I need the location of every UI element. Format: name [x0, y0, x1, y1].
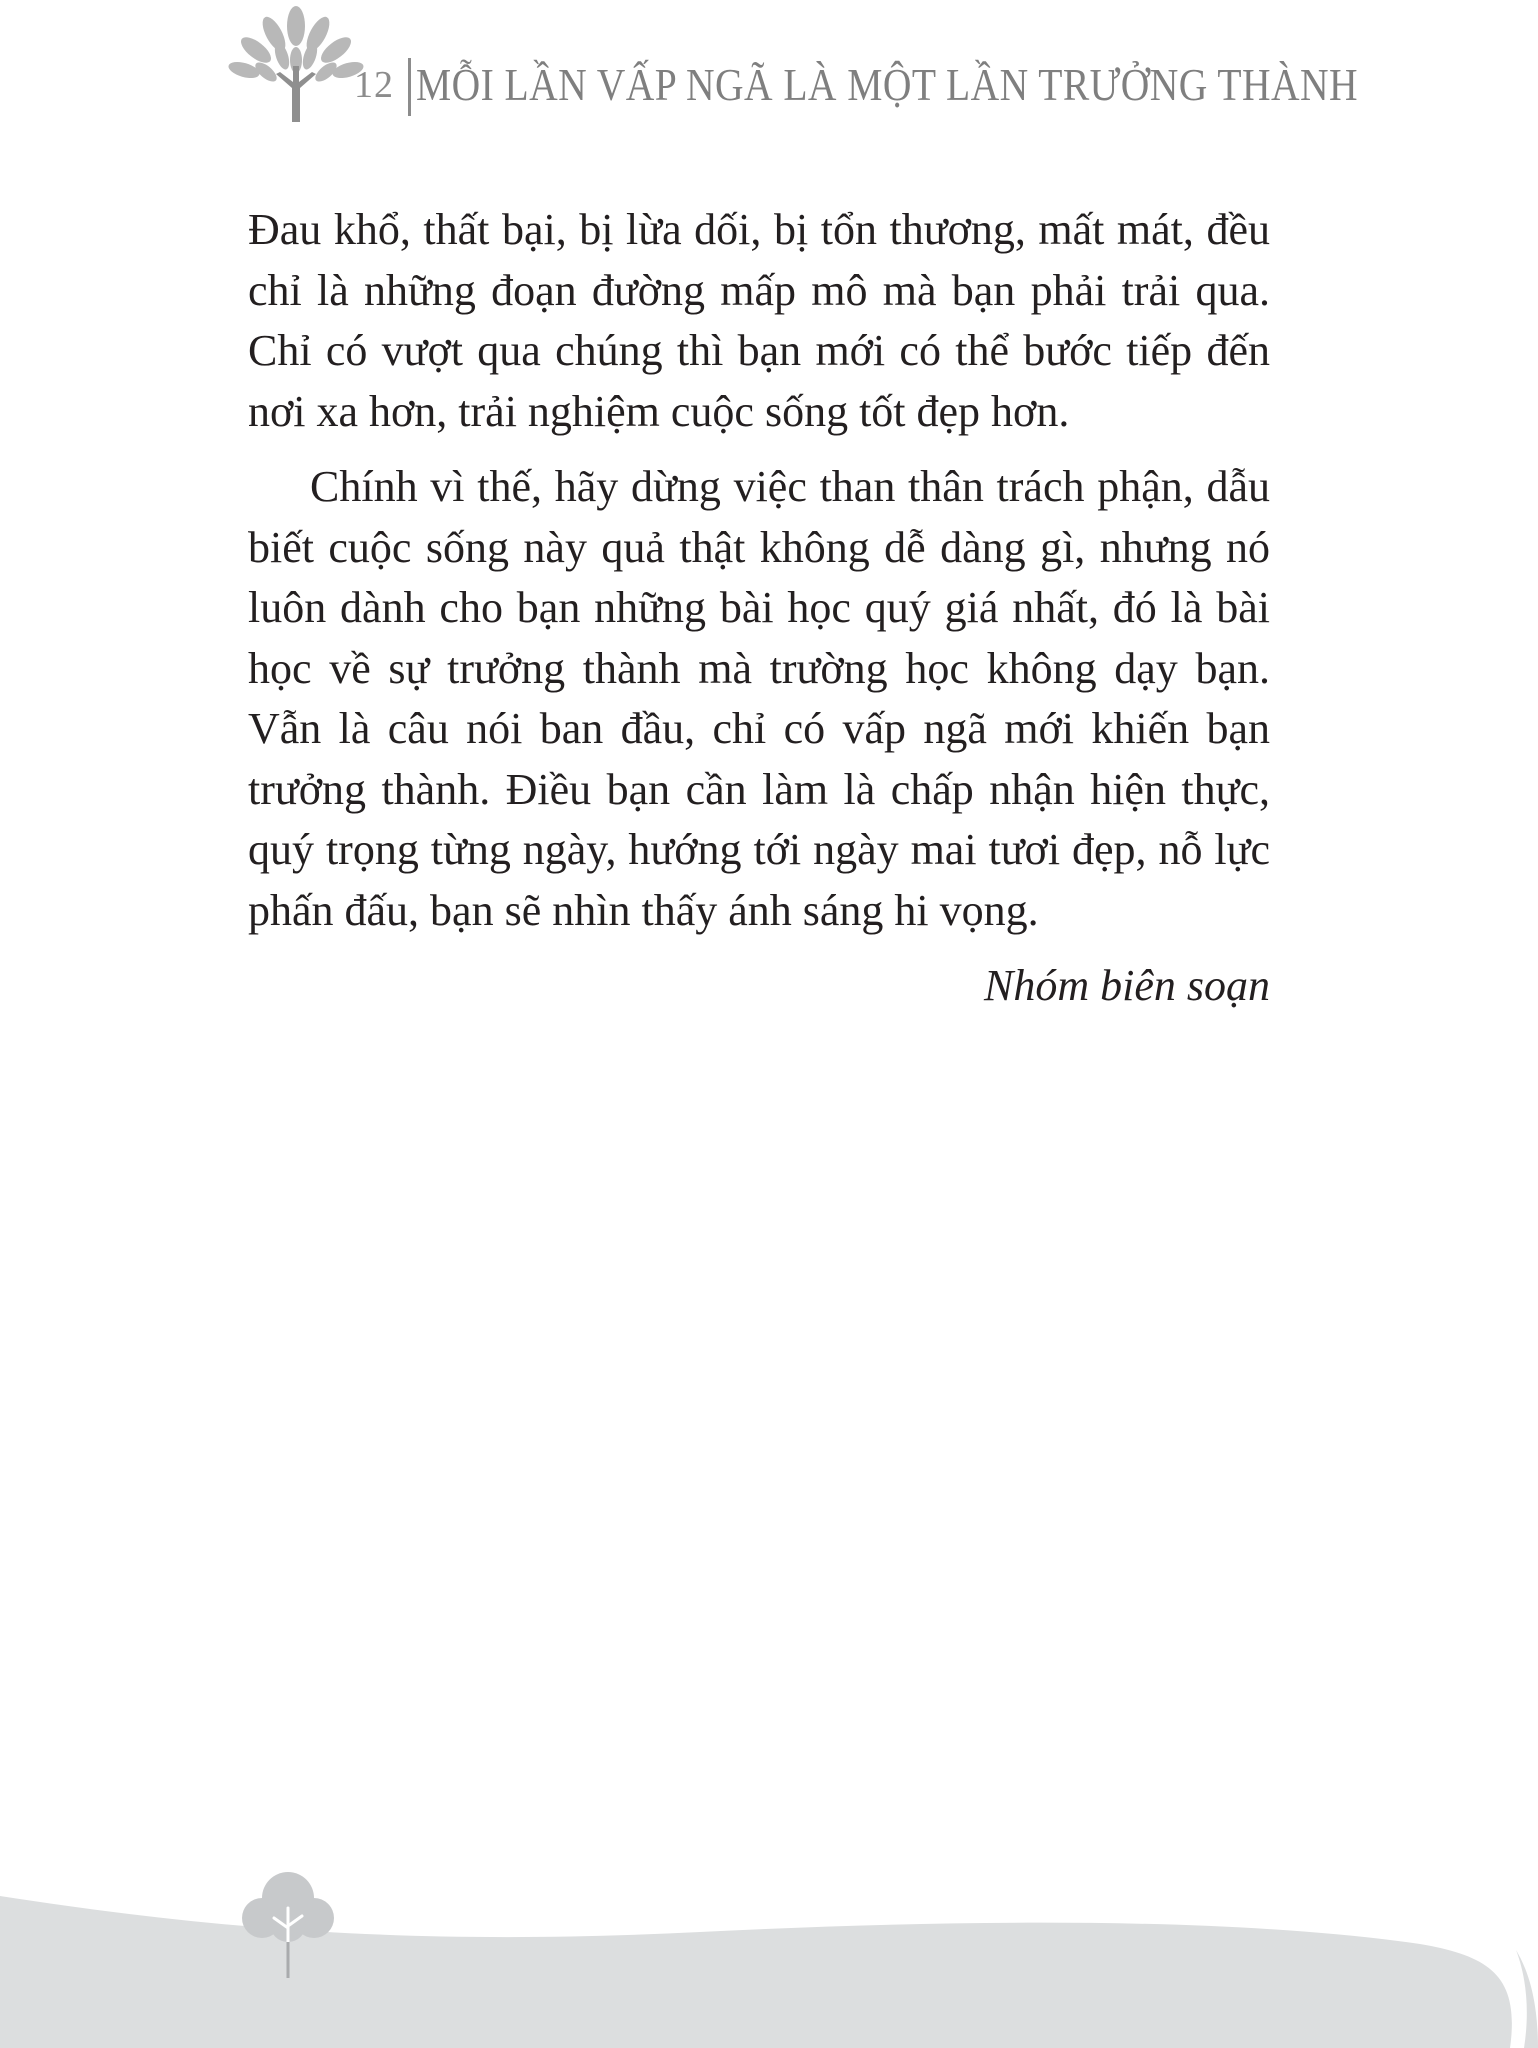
tree-icon [226, 4, 366, 122]
footer-wave [0, 1860, 1538, 2048]
body-text [248, 200, 1270, 1017]
paragraph-2: Chính vì thế, hãy dừng việc than thân trách phận, dẫu biết cuộc sống này quả thật không dễ dàng gì, nhưng nó luôn dành cho bạn những bài học quý giá nhất, đó là bài học về sự trưởng thành mà trường học không dạy bạn. Vẫn là câu nói ban đầu, chỉ có vấp ngã mới khiến bạn trưởng thành. Điều bạn cần làm là chấp nhận hiện thực, quý trọng từng ngày, hướng tới ngày mai tươi đẹp, nỗ lực phấn đấu, bạn sẽ nhìn thấy ánh sáng hi vọng. [248, 462, 1270, 935]
paragraph-1: Đau khổ, thất bại, bị lừa dối, bị tổn thương, mất mát, đều chỉ là những đoạn đường mấp mô mà bạn phải trải qua. Chỉ có vượt qua chúng thì bạn mới có thể bước tiếp đến nơi xa hơn, trải nghiệm cuộc sống tốt đẹp hơn. [248, 205, 1270, 436]
signature: Nhóm biên soạn [984, 961, 1270, 1010]
page-header [0, 0, 1538, 140]
page-number: 12 [354, 64, 394, 106]
running-title: MỖI LẦN VẤP NGÃ LÀ MỘT LẦN TRƯỞNG THÀNH [416, 59, 1358, 110]
header-divider [408, 58, 411, 116]
small-tree-icon [240, 1868, 336, 1978]
